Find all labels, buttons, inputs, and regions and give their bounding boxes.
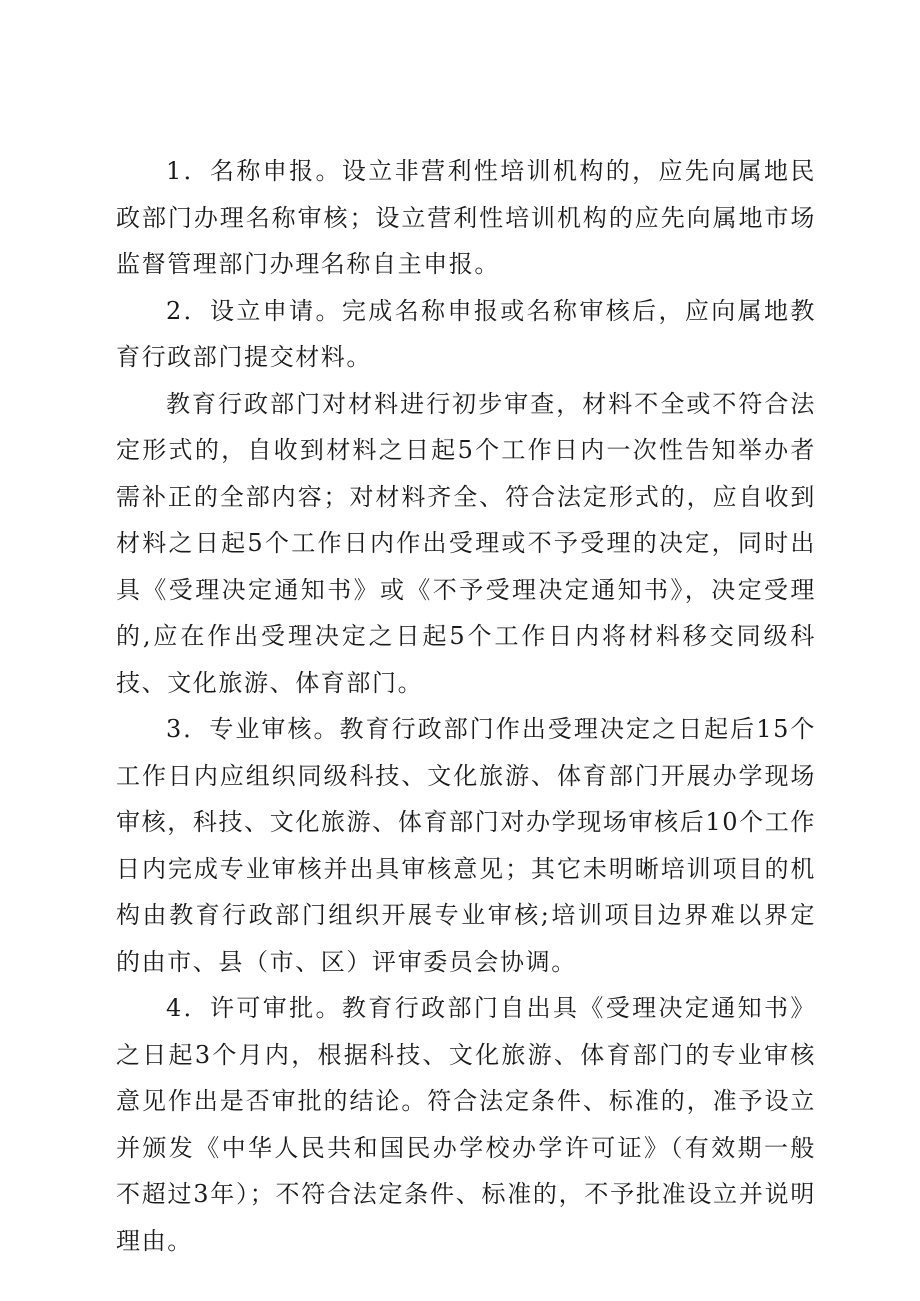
paragraph-license-approval: 4．许可审批。教育行政部门自出具《受理决定通知书》之日起3个月内，根据科技、文化旅游、体育部门的专业审核意见作出是否审批的结论。符合法定条件、标准的，准予设立并颁发《中华人民共和国民办学校办学许可证》（有效期一般不超过3年）；不符合法定条件、标准的，不予批准设立并说明理由。 <box>116 994 816 1255</box>
paragraph-professional-review: 3．专业审核。教育行政部门作出受理决定之日起后15个工作日内应组织同级科技、文化旅游、体育部门开展办学现场审核，科技、文化旅游、体育部门对办学现场审核后10个工作日内完成专业审核并出具审核意见；其它未明晰培训项目的机构由教育行政部门组织开展专业审核;培训项目边界难以界定的由市、县（市、区）评审委员会协调。 <box>116 715 816 976</box>
document-body <box>116 148 816 1264</box>
paragraph-preliminary-review: 教育行政部门对材料进行初步审查，材料不全或不符合法定形式的，自收到材料之日起5个工作日内一次性告知举办者需补正的全部内容；对材料齐全、符合法定形式的，应自收到材料之日起5个工作日内作出受理或不予受理的决定，同时出具《受理决定通知书》或《不予受理决定通知书》，决定受理的,应在作出受理决定之日起5个工作日内将材料移交同级科技、文化旅游、体育部门。 <box>116 389 816 697</box>
paragraph-name-declaration: 1．名称申报。设立非营利性培训机构的，应先向属地民政部门办理名称审核；设立营利性培训机构的应先向属地市场监督管理部门办理名称自主申报。 <box>116 157 816 278</box>
paragraph-establishment-application: 2．设立申请。完成名称申报或名称审核后，应向属地教育行政部门提交材料。 <box>116 296 816 371</box>
